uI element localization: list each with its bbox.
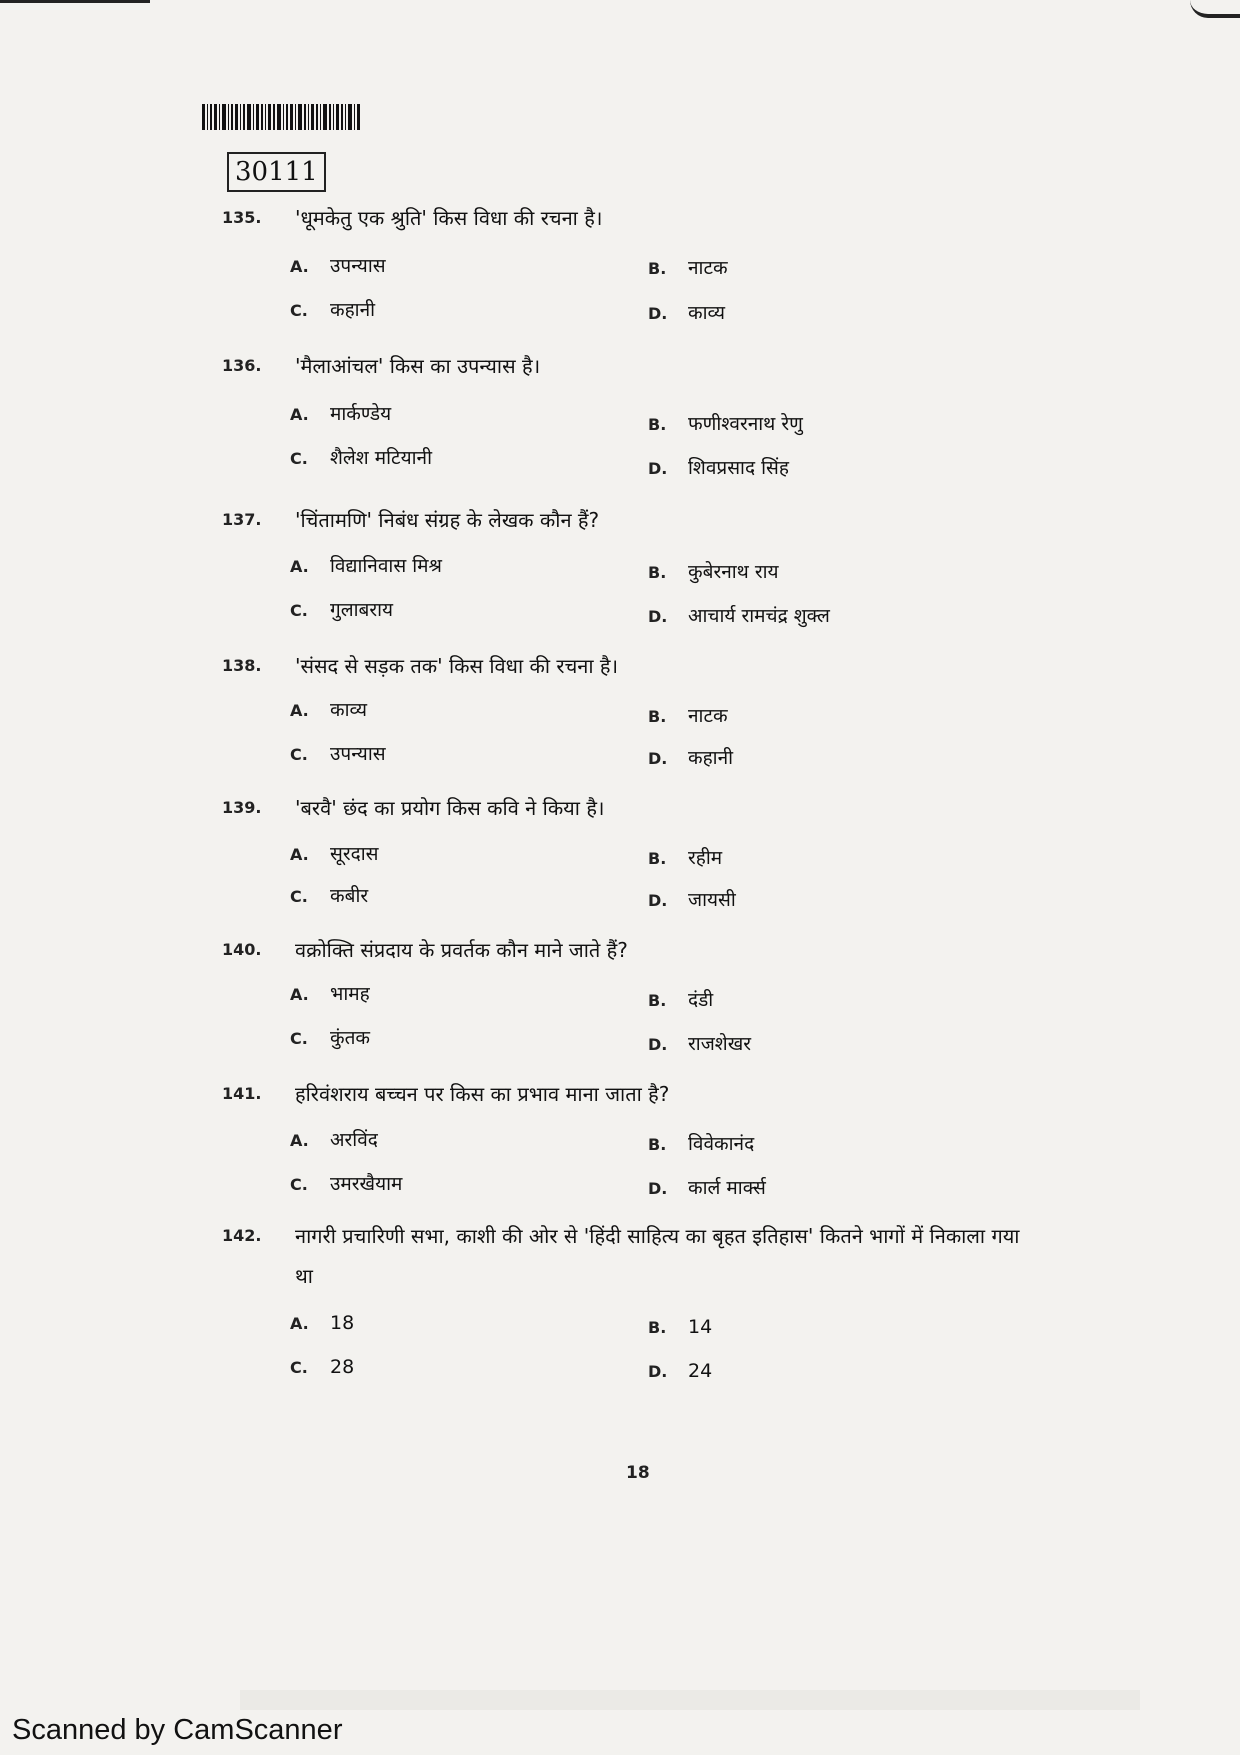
option-c: C. कबीर: [290, 885, 369, 907]
question-text: 'संसद से सड़क तक' किस विधा की रचना है।: [295, 654, 619, 678]
option-b: B. दंडी: [648, 989, 714, 1011]
option-a: A. मार्कण्डेय: [290, 403, 392, 425]
question-text: 'धूमकेतु एक श्रुति' किस विधा की रचना है।: [295, 206, 603, 230]
question-number: 138.: [222, 656, 262, 675]
option-a: A. सूरदास: [290, 843, 379, 865]
option-c: C. गुलाबराय: [290, 599, 394, 621]
scan-noise-band: [240, 1690, 1140, 1710]
question-number: 141.: [222, 1084, 262, 1103]
option-a: A. अरविंद: [290, 1129, 378, 1151]
scanner-watermark: Scanned by CamScanner: [12, 1714, 343, 1746]
question-number: 137.: [222, 510, 262, 529]
option-a: A. काव्य: [290, 699, 368, 721]
option-a: A. भामह: [290, 983, 370, 1005]
question-text: 'चिंतामणि' निबंध संग्रह के लेखक कौन हैं?: [295, 508, 600, 532]
option-c: C. शैलेश मटियानी: [290, 447, 433, 469]
exam-code: 30111: [227, 152, 326, 192]
option-b: B. कुबेरनाथ राय: [648, 561, 779, 583]
scan-corner-mark: [1190, 0, 1240, 18]
option-c: C. 28: [290, 1356, 355, 1378]
option-c: C. उमरखैयाम: [290, 1173, 403, 1195]
option-c: C. उपन्यास: [290, 743, 386, 765]
option-a: A. विद्यानिवास मिश्र: [290, 555, 442, 577]
question-text: 'बरवै' छंद का प्रयोग किस कवि ने किया है।: [295, 796, 605, 820]
question-text: वक्रोक्ति संप्रदाय के प्रवर्तक कौन माने जाते हैं?: [295, 938, 628, 962]
question-text: 'मैलाआंचल' किस का उपन्यास है।: [295, 354, 541, 378]
option-b: B. 14: [648, 1316, 713, 1338]
option-b: B. नाटक: [648, 705, 728, 727]
question-number: 135.: [222, 208, 262, 227]
option-c: C. कहानी: [290, 299, 376, 321]
option-b: B. फणीश्वरनाथ रेणु: [648, 413, 803, 435]
option-d: D. आचार्य रामचंद्र शुक्ल: [648, 605, 830, 627]
option-a: A. उपन्यास: [290, 255, 386, 277]
question-number: 139.: [222, 798, 262, 817]
option-c: C. कुंतक: [290, 1027, 371, 1049]
option-d: D. 24: [648, 1360, 713, 1382]
option-b: B. रहीम: [648, 847, 723, 869]
option-d: D. जायसी: [648, 889, 736, 911]
option-b: B. विवेकानंद: [648, 1133, 755, 1155]
option-a: A. 18: [290, 1312, 355, 1334]
question-text: हरिवंशराय बच्चन पर किस का प्रभाव माना जाता है?: [295, 1082, 670, 1106]
option-b: B. नाटक: [648, 257, 728, 279]
page-number: 18: [626, 1463, 650, 1483]
option-d: D. काव्य: [648, 302, 726, 324]
option-d: D. कहानी: [648, 747, 734, 769]
question-number: 142.: [222, 1226, 262, 1245]
question-text: नागरी प्रचारिणी सभा, काशी की ओर से 'हिंदी साहित्य का बृहत इतिहास' कितने भागों में निकाला गया था: [295, 1224, 1020, 1288]
barcode: [202, 104, 362, 130]
option-d: D. शिवप्रसाद सिंह: [648, 457, 789, 479]
question-number: 136.: [222, 356, 262, 375]
option-d: D. कार्ल मार्क्स: [648, 1177, 766, 1199]
scan-edge-line: [0, 0, 150, 3]
option-d: D. राजशेखर: [648, 1033, 752, 1055]
question-number: 140.: [222, 940, 262, 959]
